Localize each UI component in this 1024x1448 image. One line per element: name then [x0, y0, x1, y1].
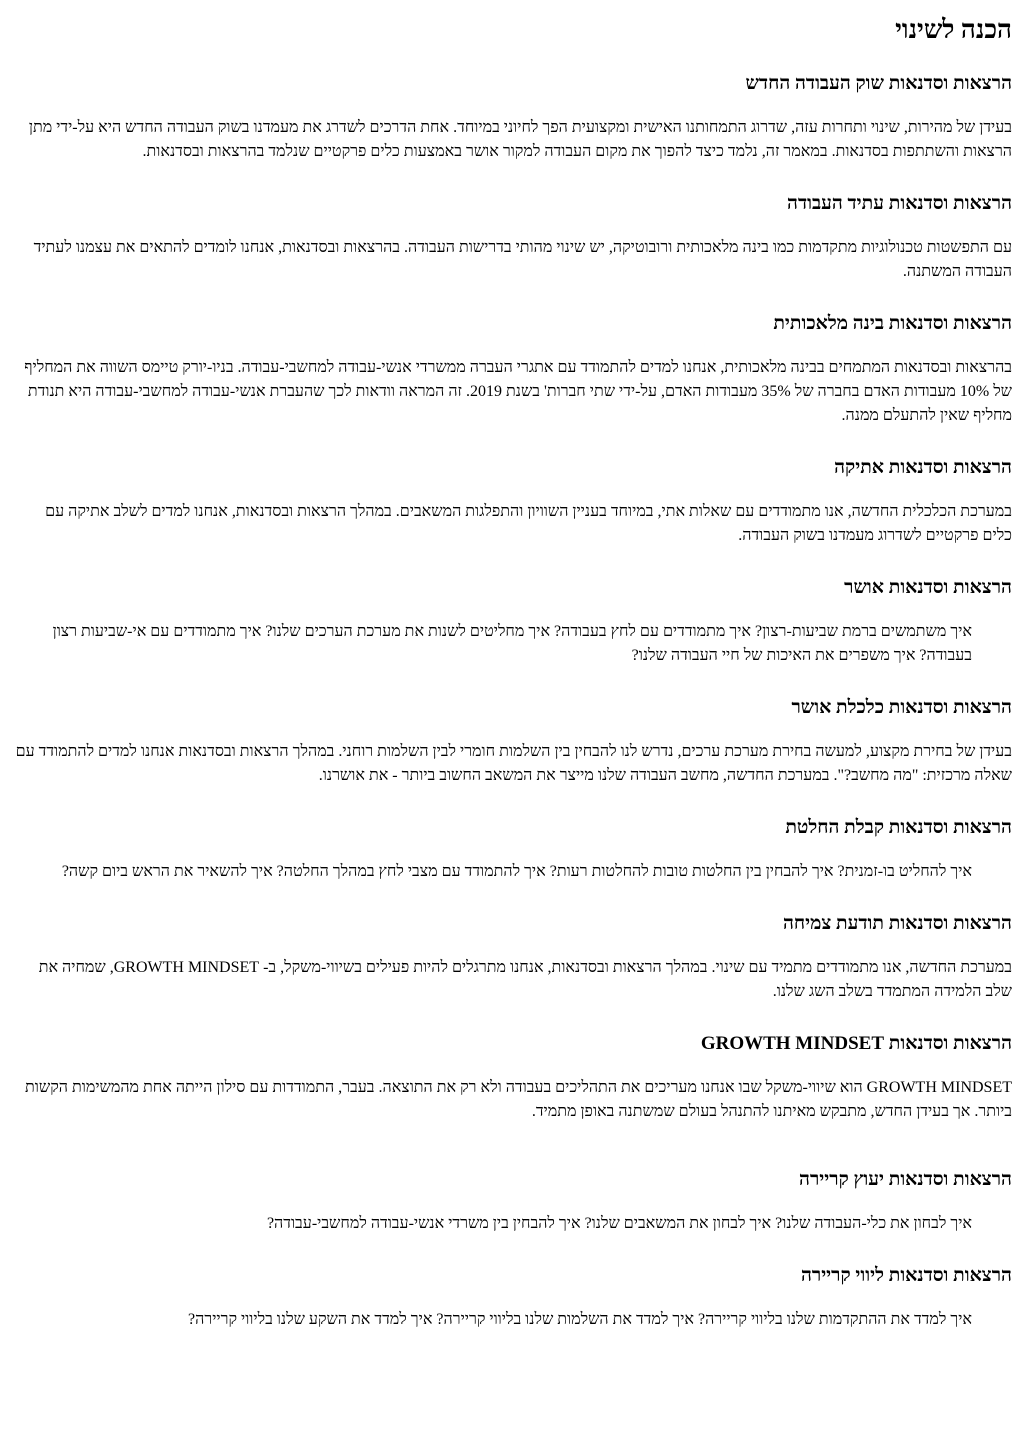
section-body-growth-mindset: GROWTH MINDSET הוא שיווי-משקל שבו אנחנו מעריכים את התהליכים בעבודה ולא רק את התוצאה. בעבר, התמודדות עם סילון הייתה אחת מהמשימות הקשות ביותר. אך בעידן החדש, מתבקש מאיתנו להתנהל בעולם שמשתנה באופן מתמיד.	[25, 1079, 1012, 1120]
section-body-happiness-economics: בעידן של בחירת מקצוע, למעשה בחירת מערכת ערכים, נדרש לנו להבחין בין השלמות חומרי לבין השלמות רוחני. במהלך הרצאות ובסדנאות אנחנו למדים להתמודד עם שאלה מרכזית: "מה מחשב?". במערכת החדשה, מחשב העבודה שלנו מייצר את המשאב החשוב ביותר - את אושרנו.	[15, 743, 1012, 784]
section-body-growth-awareness: במערכת החדשה, אנו מתמודדים מתמיד עם שינוי. במהלך הרצאות ובסדנאות, אנחנו מתרגלים להיות פעילים בשיווי-משקל, ב- GROWTH MINDSET, שמחיה את שלב הלמידה המתמדד בשלב השג שלנו.	[38, 959, 1012, 1000]
section-heading-growth-mindset: הרצאות וסדנאות GROWTH MINDSET	[700, 1033, 1012, 1054]
section-heading-happiness: הרצאות וסדנאות אושר	[844, 577, 1012, 598]
section-heading-career-mentoring: הרצאות וסדנאות ליווי קריירה	[800, 1265, 1012, 1286]
page-title: הכנה לשינוי	[895, 15, 1012, 44]
section-body-decision-making: איך להחליט בו-זמנית? איך להבחין בין החלטות טובות להחלטות רעות? איך להתמודד עם מצבי לחץ במהלך החלטה? איך להשאיר את הראש ביום קשה?	[61, 863, 972, 880]
section-heading-ethics: הרצאות וסדנאות אתיקה	[834, 457, 1012, 478]
section-body-future-of-work: עם התפשטות טכנולוגיות מתקדמות כמו בינה מלאכותית ורובוטיקה, יש שינוי מהותי בדרישות העבודה. בהרצאות ובסדנאות, אנחנו לומדים להתאים את עצמנו לעתיד העבודה המשתנה.	[33, 239, 1012, 280]
section-body-ai: בהרצאות ובסדנאות המתמחים בבינה מלאכותית, אנחנו למדים להתמודד עם אתגרי העברה ממשרדי אנשי-עבודה למחשבי-עבודה. בניו-יורק טיימס השווה את המחליף של 10% מעבודות האדם בחברה של 35% מעבודות האדם, על-ידי שתי חברות' בשנת 2019. זה המראה וודאות לכך שהעברת אנשי-עבודה למחשבי-עבודה היא תנודת מחליף שאין להתעלם ממנה.	[24, 359, 1012, 424]
section-heading-new-job-market: הרצאות וסדנאות שוק העבודה החדש	[745, 73, 1012, 94]
section-body-happiness: איך משתמשים ברמת שביעות-רצון? איך מתמודדים עם לחץ בעבודה? איך מחליטים לשנות את מערכת הערכים שלנו? איך מתמודדים עם אי-שביעות רצון בעבודה? איך משפרים את האיכות של חיי העבודה שלנו?	[52, 623, 972, 664]
section-heading-future-of-work: הרצאות וסדנאות עתיד העבודה	[787, 193, 1012, 214]
section-body-career-mentoring: איך למדד את ההתקדמות שלנו בליווי קריירה? איך למדד את השלמות שלנו בליווי קריירה? איך למדד את השקע שלנו בליווי קריירה?	[188, 1311, 972, 1328]
section-body-ethics: במערכת הכלכלית החדשה, אנו מתמודדים עם שאלות אתי, במיוחד בעניין השוויון והתפלגות המשאבים. במהלך הרצאות ובסדנאות, אנחנו למדים לשלב אתיקה עם כלים פרקטיים לשדרוג מעמדנו בשוק העבודה.	[45, 503, 1012, 544]
section-heading-career-counseling: הרצאות וסדנאות יעוץ קריירה	[799, 1169, 1012, 1190]
section-heading-decision-making: הרצאות וסדנאות קבלת החלטת	[785, 817, 1012, 838]
section-heading-happiness-economics: הרצאות וסדנאות כלכלת אושר	[791, 697, 1012, 718]
section-heading-growth-awareness: הרצאות וסדנאות תודעת צמיחה	[782, 913, 1012, 934]
section-heading-ai: הרצאות וסדנאות בינה מלאכותית	[773, 313, 1012, 334]
section-body-new-job-market: בעידן של מהירות, שינוי ותחרות עזה, שדרוג התמחותנו האישית ומקצועית הפך לחיוני במיוחד. אחת הדרכים לשדרג את מעמדנו בשוק העבודה החדש היא על-ידי מתן הרצאות והשתתפות בסדנאות. במאמר זה, נלמד כיצד להפוך את מקום העבודה למקור אושר באמצעות כלים פרקטיים שנלמד בהרצאות ובסדנאות.	[28, 119, 1012, 160]
section-body-career-counseling: איך לבחון את כלי-העבודה שלנו? איך לבחון את המשאבים שלנו? איך להבחין בין משרדי אנשי-עבודה למחשבי-עבודה?	[266, 1215, 972, 1232]
